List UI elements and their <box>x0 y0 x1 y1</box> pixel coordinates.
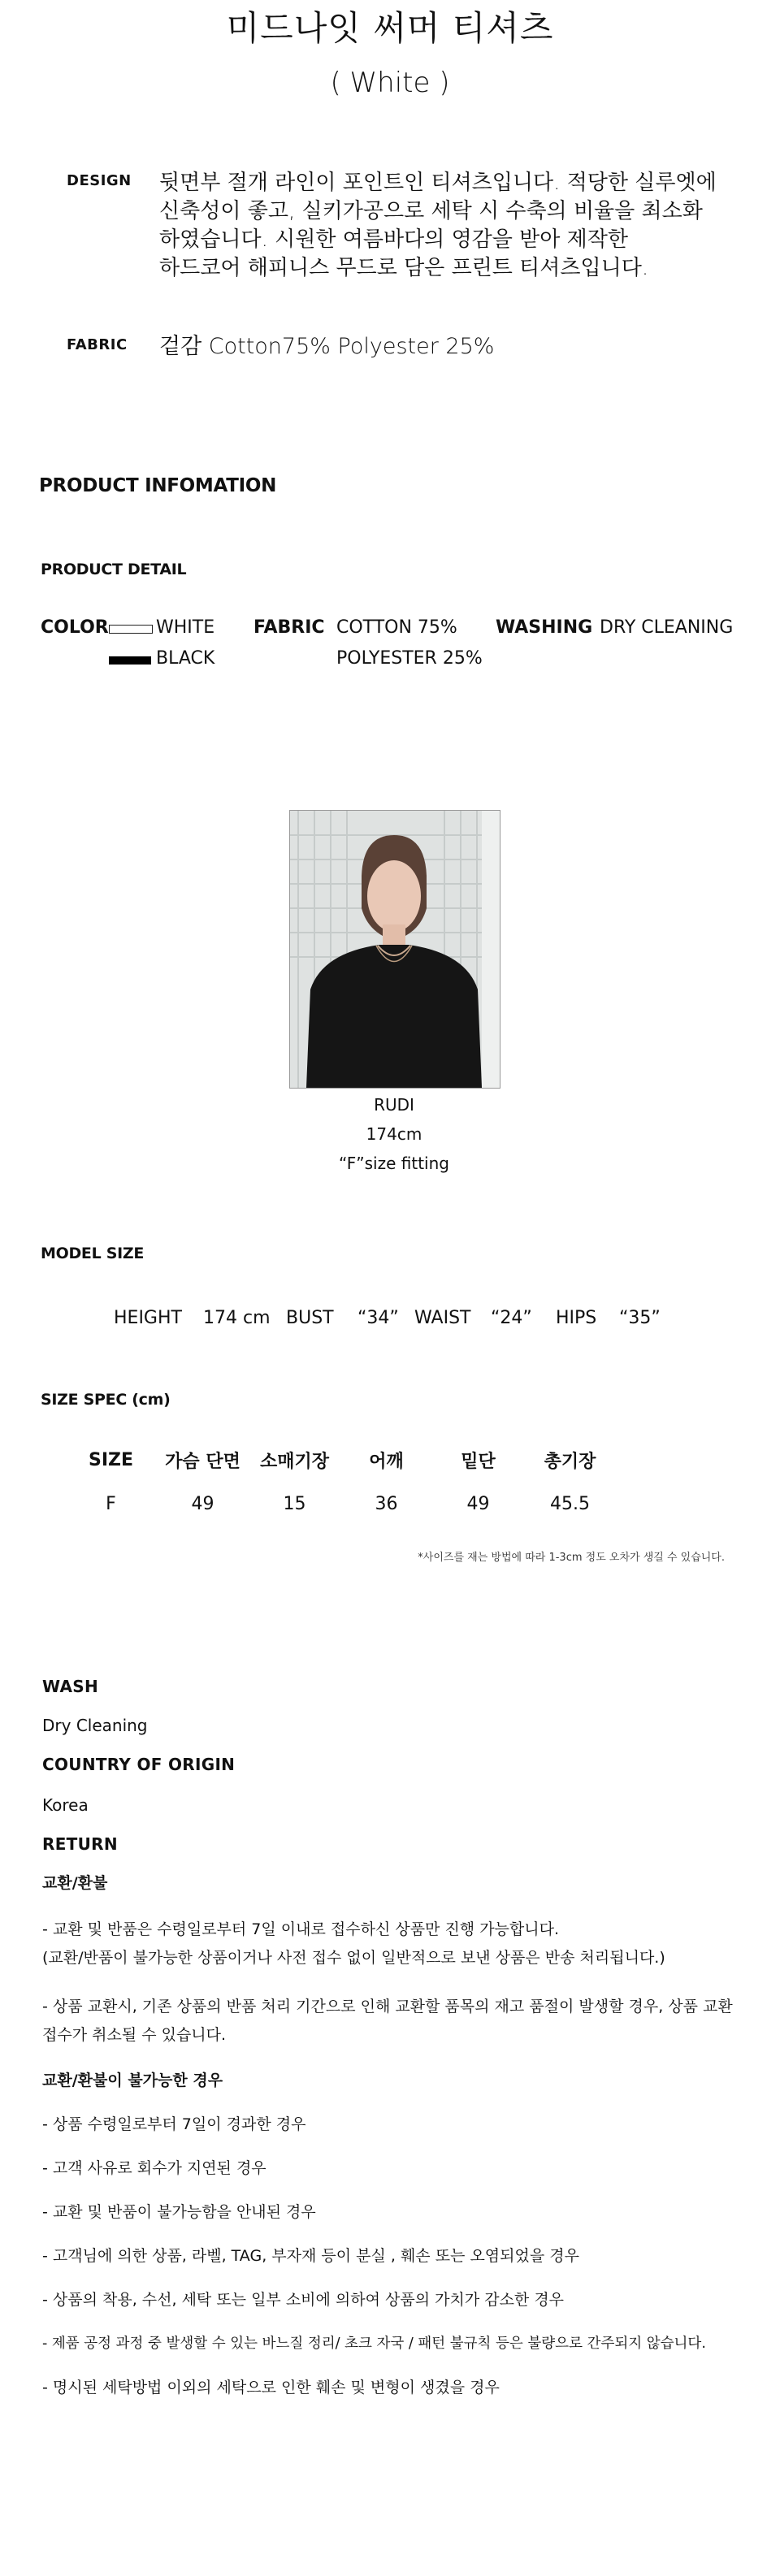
table-header: 어깨 <box>369 1451 404 1472</box>
waist-label: WAIST <box>414 1308 471 1328</box>
color-label: COLOR <box>41 617 109 638</box>
hips-label: HIPS <box>556 1308 597 1328</box>
table-header: 가슴 단면 <box>165 1451 240 1472</box>
policy-item: - 제품 공정 과정 중 발생할 수 있는 바느질 정리/ 초크 자국 / 패턴 불규칙 등은 불량으로 간주되지 않습니다. <box>42 2336 706 2352</box>
not-allowed-heading: 교환/환불이 불가능한 경우 <box>42 2072 223 2089</box>
product-title: 미드나잇 써머 티셔츠 <box>226 8 554 48</box>
origin-value: Korea <box>42 1795 89 1815</box>
color-variant: ( White ) <box>330 67 450 99</box>
table-cell: 49 <box>466 1493 490 1514</box>
table-cell: 36 <box>375 1493 398 1514</box>
bust-value: “34” <box>358 1308 399 1328</box>
color-white: WHITE <box>156 617 215 638</box>
table-header-row <box>65 1438 616 1482</box>
design-description <box>159 169 728 283</box>
policy-item: - 명시된 세탁방법 이외의 세탁으로 인한 훼손 및 변형이 생겼을 경우 <box>42 2379 500 2396</box>
table-cell: 15 <box>283 1493 306 1514</box>
table-header: 밑단 <box>461 1451 496 1472</box>
white-swatch <box>109 625 153 634</box>
table-header: 총기장 <box>544 1451 596 1472</box>
product-detail-heading: PRODUCT DETAIL <box>41 561 187 578</box>
washing-label: WASHING <box>496 617 593 638</box>
size-spec-table <box>65 1438 616 1526</box>
hips-value: “35” <box>619 1308 661 1328</box>
size-note: *사이즈를 재는 방법에 따라 1-3cm 정도 오차가 생길 수 있습니다. <box>418 1552 725 1564</box>
fabric-composition: 겉감 Cotton75% Polyester 25% <box>159 334 495 359</box>
product-info-heading: PRODUCT INFOMATION <box>39 475 277 496</box>
table-cell: 49 <box>191 1493 214 1514</box>
exchange-line: 접수가 취소될 수 있습니다. <box>42 2026 227 2044</box>
table-cell: 45.5 <box>550 1493 590 1514</box>
exchange-line: - 상품 교환시, 기존 상품의 반품 처리 기간으로 인해 교환할 품목의 재고 품절이 발생할 경우, 상품 교환 <box>42 1998 733 2015</box>
size-spec-heading: SIZE SPEC (cm) <box>41 1391 171 1409</box>
design-line: 뒷면부 절개 라인이 포인트인 티셔츠입니다. 적당한 실루엣에 <box>159 171 717 195</box>
model-size-heading: MODEL SIZE <box>41 1245 145 1262</box>
policy-item: - 상품의 착용, 수선, 세탁 또는 일부 소비에 의하여 상품의 가치가 감소한 경우 <box>42 2291 565 2309</box>
design-label: DESIGN <box>67 172 132 189</box>
waist-value: “24” <box>491 1308 532 1328</box>
exchange-line: - 교환 및 반품은 수령일로부터 7일 이내로 접수하신 상품만 진행 가능합니다. <box>42 1920 560 1938</box>
exchange-heading: 교환/환불 <box>42 1874 108 1892</box>
policy-item: - 고객님에 의한 상품, 라벨, TAG, 부자재 등이 분실 , 훼손 또는 오염되었을 경우 <box>42 2247 579 2265</box>
detail-fabric-label: FABRIC <box>254 617 325 638</box>
model-fit: “F”size fitting <box>339 1154 449 1173</box>
policy-item: - 고객 사유로 회수가 지연된 경우 <box>42 2159 266 2177</box>
policy-item: - 교환 및 반품이 불가능함을 안내된 경우 <box>42 2203 316 2221</box>
fabric-cotton: COTTON 75% <box>336 617 457 638</box>
design-line: 하드코어 해피니스 무드로 담은 프린트 티셔츠입니다. <box>159 256 649 280</box>
table-cell: F <box>106 1493 116 1514</box>
table-header: SIZE <box>88 1449 133 1470</box>
table-row <box>65 1482 616 1526</box>
policy-item: - 상품 수령일로부터 7일이 경과한 경우 <box>42 2115 306 2133</box>
black-swatch <box>109 656 151 665</box>
wash-label: WASH <box>42 1677 98 1696</box>
bust-label: BUST <box>286 1308 334 1328</box>
height-value: 174 cm <box>203 1308 271 1328</box>
design-line: 하였습니다. 시원한 여름바다의 영감을 받아 제작한 <box>159 227 629 252</box>
model-height: 174cm <box>366 1124 422 1144</box>
washing-value: DRY CLEANING <box>600 617 734 638</box>
return-label: RETURN <box>42 1834 118 1854</box>
origin-label: COUNTRY OF ORIGIN <box>42 1755 236 1774</box>
table-header: 소매기장 <box>259 1451 329 1472</box>
design-line: 신축성이 좋고, 실키가공으로 세탁 시 수축의 비율을 최소화 <box>159 199 703 223</box>
model-name: RUDI <box>374 1095 414 1115</box>
fabric-label: FABRIC <box>67 336 128 353</box>
wash-value: Dry Cleaning <box>42 1716 148 1735</box>
height-label: HEIGHT <box>114 1308 182 1328</box>
fabric-polyester: POLYESTER 25% <box>336 648 483 669</box>
color-black: BLACK <box>156 648 215 669</box>
exchange-line: (교환/반품이 불가능한 상품이거나 사전 접수 없이 일반적으로 보낸 상품은 반송 처리됩니다.) <box>42 1949 665 1967</box>
model-photo <box>289 810 500 1089</box>
